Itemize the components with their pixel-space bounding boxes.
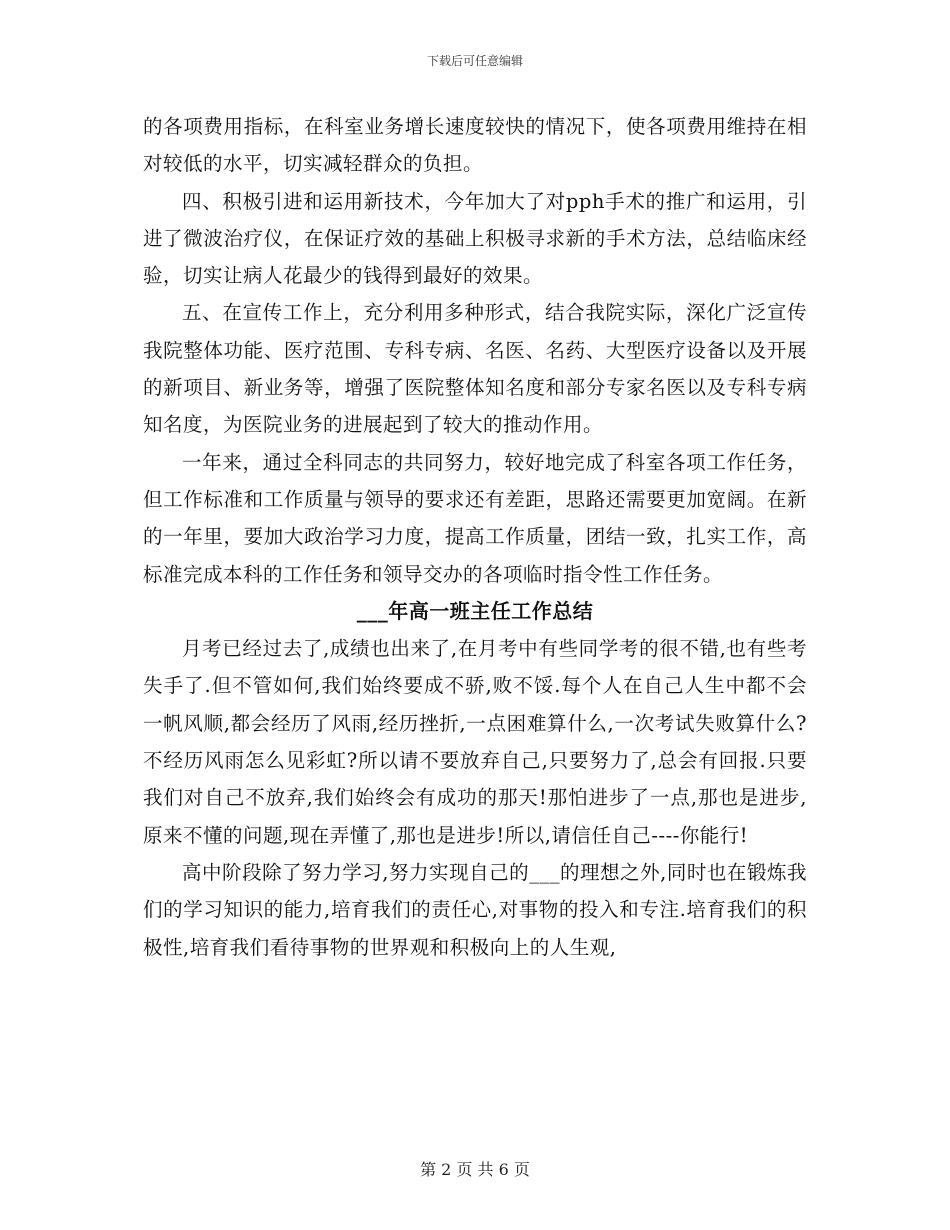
page-number: 第 2 页 共 6 页 [420, 1160, 530, 1179]
paragraph-monthly-exam: 月考已经过去了,成绩也出来了,在月考中有些同学考的很不错,也有些考失手了.但不管如何,我们始终要成不骄,败不馁.每个人在自己人生中都不会一帆风顺,都会经历了风雨,经历挫折,一点困难算什么,一次考试失败算什么?不经历风雨怎么见彩虹?所以请不要放弃自己,只要努力了,总会有回报.只要我们对自己不放弃,我们始终会有成功的那天!那怕进步了一点,那也是进步,原来不懂的问题,现在弄懂了,那也是进步!所以,请信任自己----你能行! [143, 637, 807, 847]
paragraph-new-technology: 四、积极引进和运用新技术，今年加大了对pph手术的推广和运用，引进了微波治疗仪，在保证疗效的基础上积极寻求新的手术方法，总结临床经验，切实让病人花最少的钱得到最好的效果。 [143, 189, 807, 288]
section-title-blank: ___ [356, 598, 389, 623]
section-title-text: 年高一班主任工作总结 [388, 598, 594, 623]
page-header-note: 下载后可任意编辑 [426, 54, 523, 68]
paragraph-publicity: 五、在宣传工作上，充分利用多种形式，结合我院实际，深化广泛宣传我院整体功能、医疗范围、专科专病、名医、名药、大型医疗设备以及开展的新项目、新业务等，增强了医院整体知名度和部分专家名医以及专科专病知名度，为医院业务的进展起到了较大的推动作用。 [143, 301, 807, 437]
paragraph-year-summary: 一年来，通过全科同志的共同努力，较好地完成了科室各项工作任务，但工作标准和工作质量与领导的要求还有差距，思路还需要更加宽阔。在新的一年里，要加大政治学习力度，提高工作质量，团结一致，扎实工作，高标准完成本科的工作任务和领导交办的各项临时指令性工作任务。 [143, 450, 807, 586]
document-body [143, 108, 807, 966]
paragraph-high-school: 高中阶段除了努力学习,努力实现自己的___的理想之外,同时也在锻炼我们的学习知识的能力,培育我们的责任心,对事物的投入和专注.培育我们的积极性,培育我们看待事物的世界观和积极向上的人生观, [143, 860, 807, 959]
paragraph-continued: 的各项费用指标，在科室业务增长速度较快的情况下，使各项费用维持在相对较低的水平，切实减轻群众的负担。 [143, 115, 807, 176]
section-title [143, 593, 807, 630]
